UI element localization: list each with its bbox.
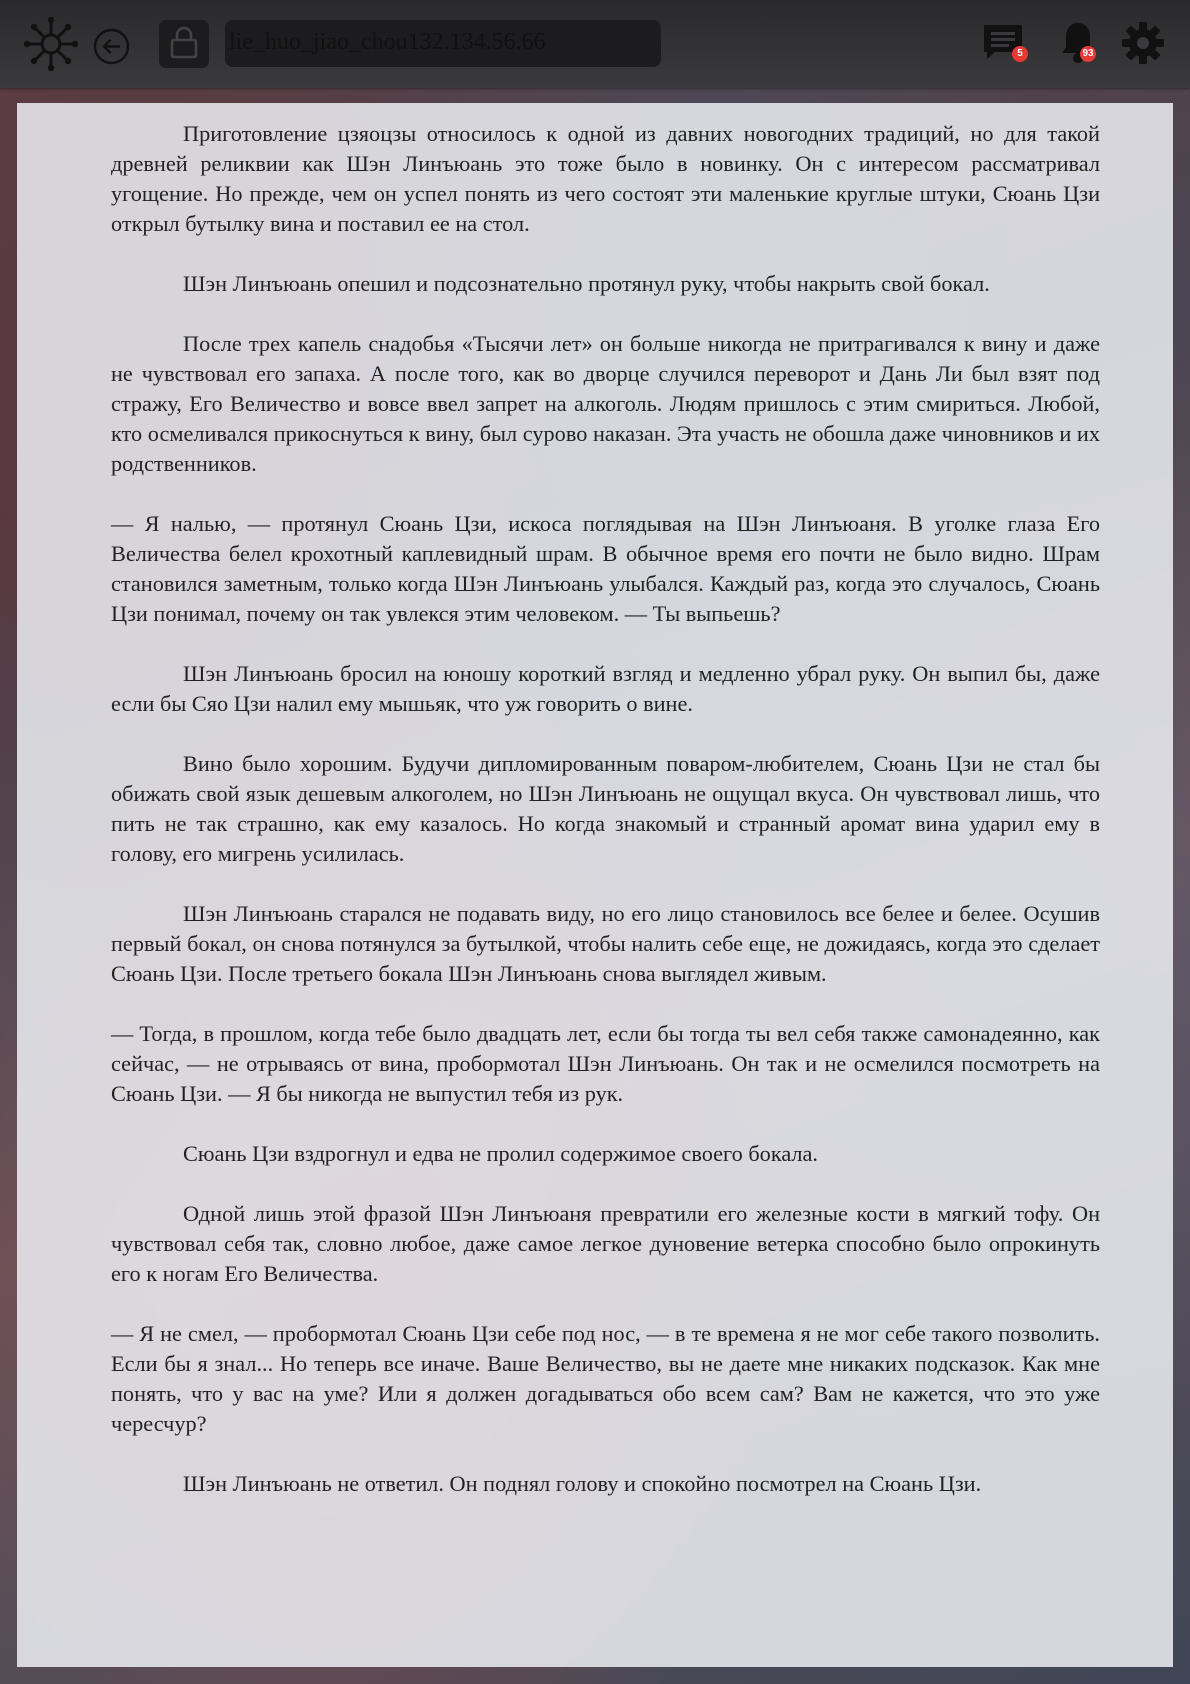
username-field[interactable] <box>225 20 661 67</box>
username-text: lie_huo_jiao_chou132.134.56.66 <box>229 29 546 55</box>
reading-panel <box>17 103 1173 1667</box>
settings-button[interactable] <box>1119 21 1167 69</box>
paragraph: После трех капель снадобья «Тысячи лет» он больше никогда не притрагивался к вину и даже не чувствовал его запаха. А после того, как во дворце случился переворот и Дань Ли был взят под стражу, Его Величество и вовсе ввел запрет на алкоголь. Людям пришлось с этим смириться. Любой, кто осмеливался прикоснуться к вину, был сурово наказан. Эта участь не обошла даже чиновников и их родственников. <box>111 331 1100 476</box>
lock-button[interactable] <box>159 20 209 68</box>
paragraph: Приготовление цзяоцзы относилось к одной из давних новогодних традиций, но для такой древней реликвии как Шэн Линъюань это тоже было в новинку. Он с интересом рассматривал угощение. Но прежде, чем он успел понять из чего состоят эти маленькие круглые штуки, Сюань Цзи открыл бутылку вина и поставил ее на стол. <box>111 121 1100 236</box>
back-icon[interactable] <box>93 28 130 65</box>
paragraph: Шэн Линъюань опешил и подсознательно протянул руку, чтобы накрыть свой бокал. <box>183 271 990 296</box>
paragraph: Шэн Линъюань старался не подавать виду, но его лицо становилось все белее и белее. Осушив первый бокал, он снова потянулся за бутылкой, чтобы налить себе еще, не дожидаясь, когда это сделает Сюань Цзи. После третьего бокала Шэн Линъюань снова выглядел живым. <box>111 901 1100 986</box>
gear-icon <box>1121 21 1165 70</box>
paragraph: Шэн Линъюань не ответил. Он поднял голову и спокойно посмотрел на Сюань Цзи. <box>183 1471 982 1496</box>
lock-icon <box>168 25 200 64</box>
network-logo-icon[interactable] <box>24 16 78 72</box>
paragraph: Шэн Линъюань бросил на юношу короткий взгляд и медленно убрал руку. Он выпил бы, даже если бы Сяо Цзи налил ему мышьяк, что уж говорить о вине. <box>111 661 1100 716</box>
top-bar <box>0 0 1190 88</box>
messages-badge: 5 <box>1012 46 1028 62</box>
paragraph: — Я не смел, — пробормотал Сюань Цзи себе под нос, — в те времена я не мог себе такого позволить. Если бы я знал... Но теперь все иначе. Ваше Величество, вы не даете мне никаких подсказок. Как мне понять, что у вас на уме? Или я должен догадываться обо всем сам? Вам не кажется, что это уже чересчур? <box>111 1321 1100 1436</box>
paragraph: Вино было хорошим. Будучи дипломированным поваром-любителем, Сюань Цзи не стал бы обижать свой язык дешевым алкоголем, но Шэн Линъюань не ощущал вкуса. Он чувствовал лишь, что пить не так страшно, как ему казалось. Но когда знакомый и странный аромат вина ударил ему в голову, его мигрень усилилась. <box>111 751 1100 866</box>
notifications-button[interactable] <box>1054 20 1102 68</box>
paragraph: — Тогда, в прошлом, когда тебе было двадцать лет, если бы тогда ты вел себя также самонадеянно, как сейчас, — не отрываясь от вина, пробормотал Шэн Линъюань. Он так и не осмелился посмотреть на Сюань Цзи. — Я бы никогда не выпустил тебя из рук. <box>111 1021 1100 1106</box>
chapter-text <box>111 119 1100 1499</box>
paragraph: Одной лишь этой фразой Шэн Линъюаня превратили его железные кости в мягкий тофу. Он чувствовал себя так, словно любое, даже самое легкое дуновение ветерка способно было опрокинуть его к ногам Его Величества. <box>111 1201 1100 1286</box>
paragraph: Сюань Цзи вздрогнул и едва не пролил содержимое своего бокала. <box>183 1141 819 1166</box>
notifications-badge: 93 <box>1080 46 1096 62</box>
paragraph: — Я налью, — протянул Сюань Цзи, искоса поглядывая на Шэн Линъюаня. В уголке глаза Его Величества белел крохотный каплевидный шрам. В обычное время его почти не было видно. Шрам становился заметным, только когда Шэн Линъюань улыбался. Каждый раз, когда это случалось, Сюань Цзи понимал, почему он так увлекся этим человеком. — Ты выпьешь? <box>111 511 1100 626</box>
